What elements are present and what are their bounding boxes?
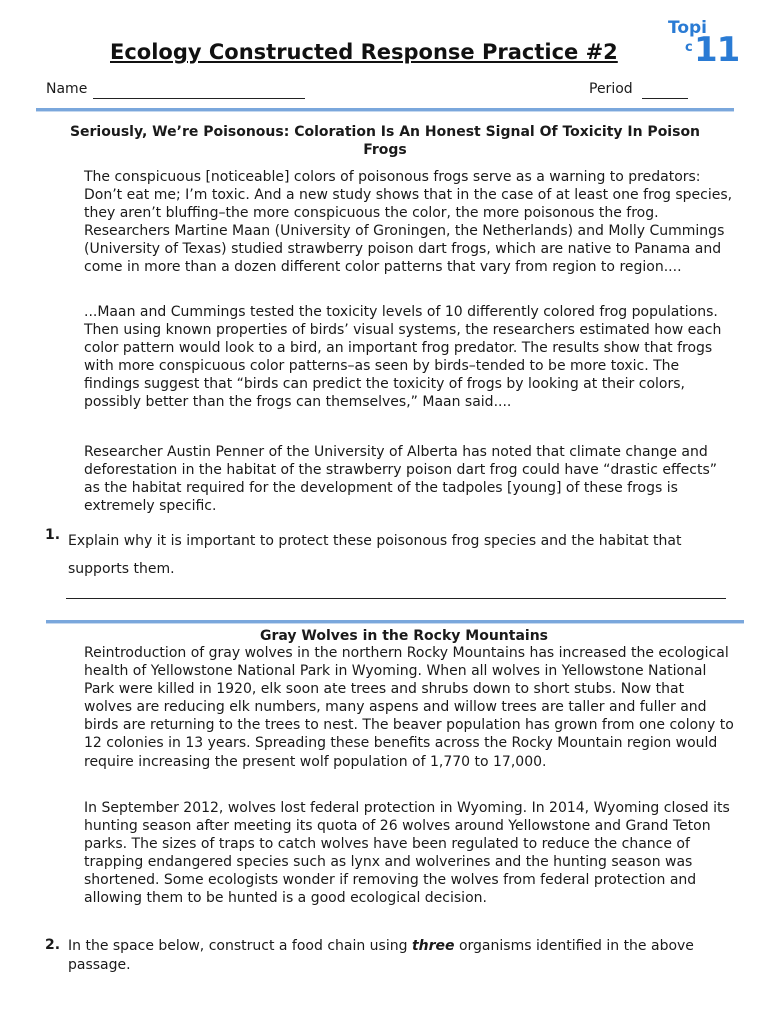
name-label: Name: [46, 81, 88, 97]
question-number: 2.: [45, 937, 61, 953]
article-paragraph: ...Maan and Cummings tested the toxicity levels of 10 differently colored frog populations. Then using known properties of birds’ visual systems, the researchers estimated how each color pattern would look to a bird, an important frog predator. The results show that frogs with more conspicuous color patterns–as seen by birds–tended to be more toxic. The findings suggest that “birds can predict the toxicity of frogs by looking at their colors, possibly better than the frogs can themselves,” Maan said....: [84, 304, 722, 411]
page-title: Ecology Constructed Response Practice #2: [110, 40, 618, 64]
topic-number: 11: [694, 30, 740, 70]
topic-label-letter: c: [685, 40, 693, 55]
question-text: Explain why it is important to protect these poisonous frog species and the habitat that supports them.: [68, 533, 682, 577]
topic-label: Topi: [668, 18, 708, 38]
article-heading-wolves: Gray Wolves in the Rocky Mountains: [260, 628, 548, 644]
question-text-end: organisms identified in the above passage.: [68, 938, 694, 973]
question-emphasis: three: [411, 938, 455, 954]
question-text-start: In the space below, construct a food chain using: [68, 938, 412, 954]
period-field-line[interactable]: [642, 98, 688, 99]
name-field-line[interactable]: [93, 98, 305, 99]
article-paragraph: Researcher Austin Penner of the University of Alberta has noted that climate change and deforestation in the habitat of the strawberry poison dart frog could have “drastic effects” as the habitat required for the development of the tadpoles [young] of these frogs is extremely specific.: [84, 444, 718, 515]
answer-line[interactable]: [66, 598, 726, 599]
section-divider: [46, 620, 744, 624]
article-paragraph: Reintroduction of gray wolves in the northern Rocky Mountains has increased the ecological health of Yellowstone National Park in Wyoming. When all wolves in Yellowstone National Park were killed in 1920, elk soon ate trees and shrubs down to short stubs. Now that wolves are reducing elk numbers, many aspens and willow trees are taller and fuller and birds are returning to the trees to nest. The beaver population has grown from one colony to 12 colonies in 13 years. Spreading these benefits across the Rocky Mountain region would require increasing the present wolf population of 1,770 to 17,000.: [84, 645, 734, 770]
question-text: [68, 937, 733, 974]
article-paragraph: The conspicuous [noticeable] colors of poisonous frogs serve as a warning to predators: Don’t eat me; I’m toxic. And a new study shows that in the case of at least one frog species, they aren’t bluffing–the more conspicuous the color, the more poisonous the frog. Researchers Martine Maan (University of Groningen, the Netherlands) and Molly Cummings (University of Texas) studied strawberry poison dart frogs, which are native to Panama and come in more than a dozen different color patterns that vary from region to region....: [84, 169, 733, 276]
article-paragraph: In September 2012, wolves lost federal protection in Wyoming. In 2014, Wyoming closed its hunting season after meeting its quota of 26 wolves around Yellowstone and Grand Teton parks. The sizes of traps to catch wolves have been regulated to reduce the chance of trapping endangered species such as lynx and wolverines and the hunting season was shortened. Some ecologists wonder if removing the wolves from federal protection and allowing them to be hunted is a good ecological decision.: [84, 800, 730, 907]
question-number: 1.: [45, 527, 61, 543]
article-heading-frogs: Seriously, We’re Poisonous: Coloration Is An Honest Signal Of Toxicity In Poison Frogs: [69, 124, 701, 158]
section-divider: [36, 108, 734, 112]
period-label: Period: [589, 81, 633, 97]
